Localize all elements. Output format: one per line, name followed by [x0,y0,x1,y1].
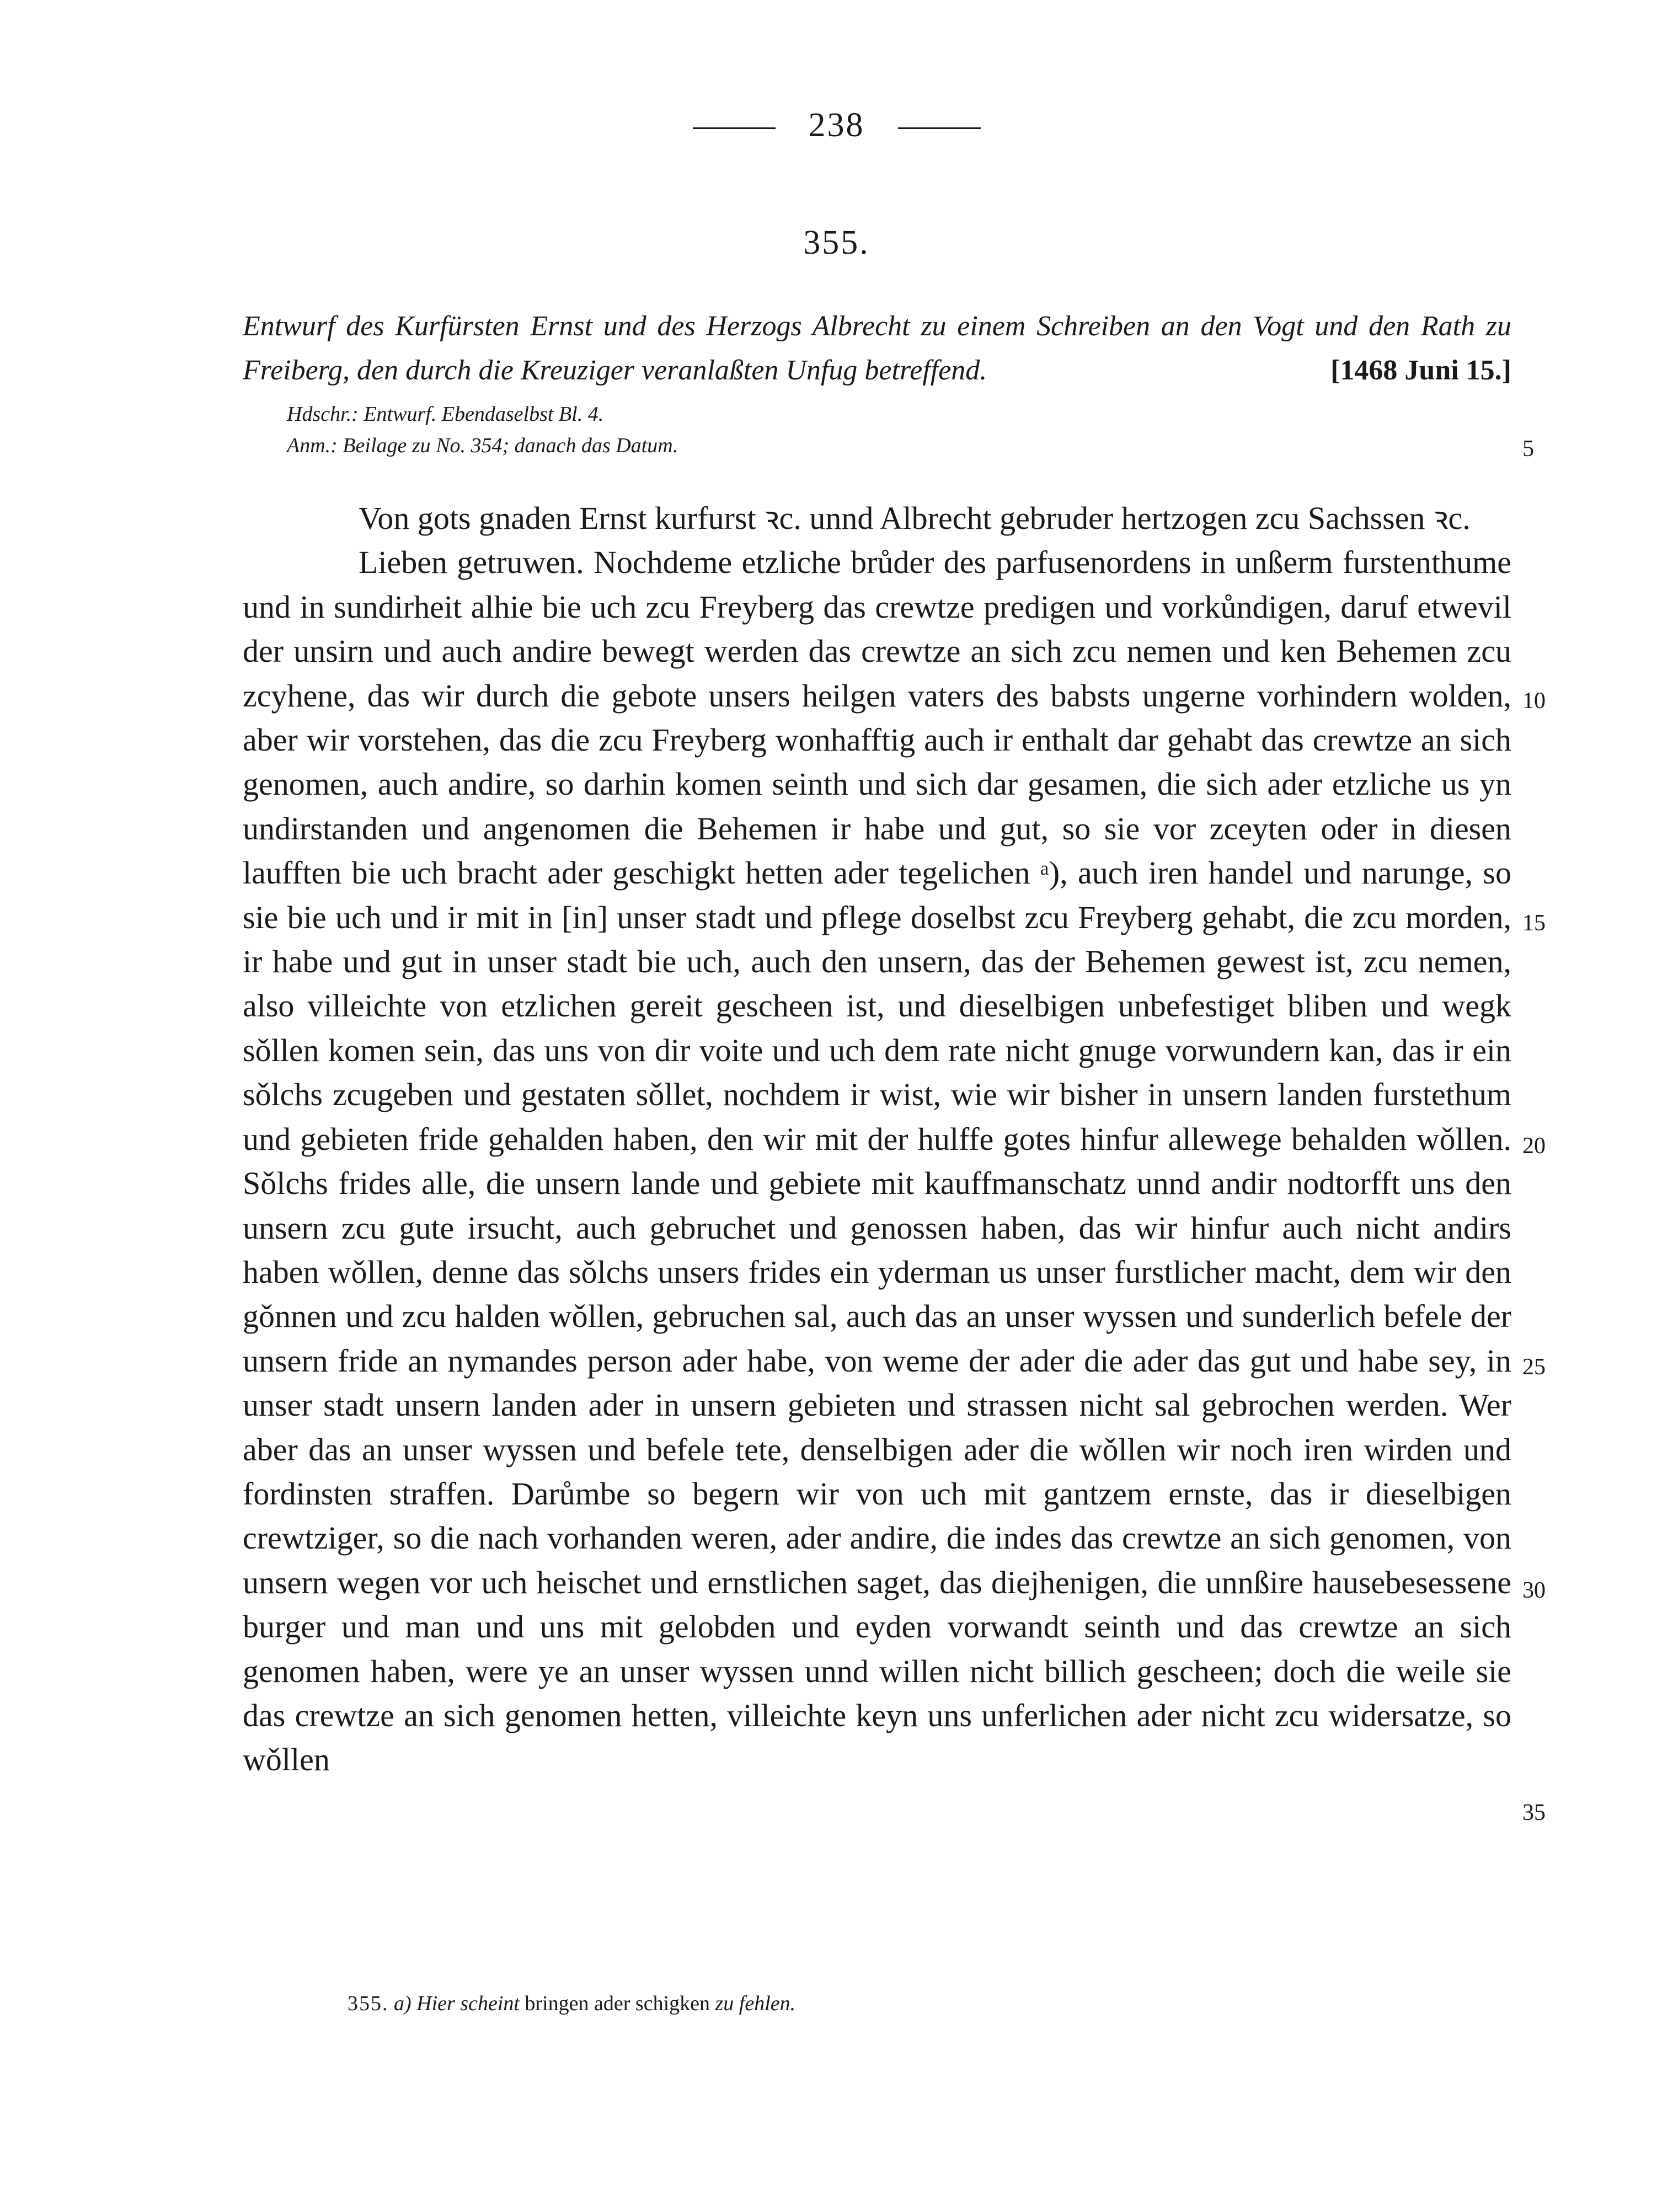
line-number-10: 10 [1522,688,1546,714]
salutation-paragraph: Von gots gnaden Ernst kurfurst ꝛc. unnd Albrecht gebruder hertzogen zcu Sachssen ꝛc. [359,500,1471,536]
footnote-plain: bringen ader schigken [525,1992,710,2015]
header-rule-right [898,127,981,129]
footnote-italic-2: zu fehlen. [715,1992,796,2015]
title-text: Entwurf des Kurfürsten Ernst und des Herzogs Albrecht zu einem Schreiben an den Vogt und den Rath zu Freiberg, den durch die Kreuziger veranlaßten Unfug betreffend. [243,310,1511,386]
annotation-note: Anm.: Beilage zu No. 354; danach das Datum. [287,434,678,457]
line-number-30: 30 [1522,1578,1546,1603]
footnote-marker: a) [394,1992,411,2015]
footnote [348,1990,795,2017]
line-number-25: 25 [1522,1354,1546,1380]
title-date: [1468 Juni 15.] [1330,355,1511,386]
document-body [243,496,1511,1782]
line-number-15: 15 [1522,910,1546,936]
document-number: 355. [803,224,870,261]
header-rule-left [693,127,776,129]
document-title [243,304,1511,393]
footnote-number: 355. [348,1992,389,2015]
manuscript-note: Hdschr.: Entwurf. Ebendaselbst Bl. 4. [287,403,604,426]
footnote-italic-1: Hier scheint [416,1992,520,2015]
page-number: 238 [808,106,865,144]
main-paragraph: Lieben getruwen. Nochdeme etzliche brůder des parfusenordens in unßerm furstenthume und in sundirheit alhie bie uch zcu Freyberg das crewtze predigen und vorkůndigen, daruf etwevil der unsirn und auch andire bewegt werden das crewtze an sich zcu nemen und ken Behemen zcu zcyhene, das wir durch die gebote unsers heilgen vaters des babsts ungerne vorhindern wolden, aber wir vorstehen, das die zcu Freyberg wonhafftig auch ir enthalt dar gehabt das crewtze an sich genomen, auch andire, so darhin komen seinth und sich dar gesamen, die sich ader etzliche us yn undirstanden und angenomen die Behemen ir habe und gut, so sie vor zceyten oder in diesen laufften bie uch bracht ader geschigkt hetten ader tegelichen ᵃ), auch iren handel und narunge, so sie bie uch und ir mit in [in] unser stadt und pflege doselbst zcu Freyberg gehabt, die zcu morden, ir habe und gut in unser stadt bie uch, auch den unsern, das der Behemen gewest ist, zcu nemen, also villeichte von etzlichen gereit gescheen ist, und dieselbigen unbefestiget bliben und wegk sǒllen komen sein, das uns von dir voite und uch dem rate nicht gnuge vorwundern kan, das ir ein sǒlchs zcugeben und gestaten sǒllet, nochdem ir wist, wie wir bisher in unsern landen furstethum und gebieten fride gehalden haben, den wir mit der hulffe gotes hinfur allewege behalden wǒllen. Sǒlchs frides alle, die unsern lande und gebiete mit kauffmanschatz unnd andir nodtorfft uns den unsern zcu gute irsucht, auch gebruchet und genossen haben, das wir hinfur auch nicht andirs haben wǒllen, denne das sǒlchs unsers frides ein yderman us unser furstlicher macht, dem wir den gǒnnen und zcu halden wǒllen, gebruchen sal, auch das an unser wyssen und sunderlich befele der unsern fride an nymandes person ader habe, von weme der ader die ader das gut und habe sey, in unser stadt unsern landen ader in unsern gebieten und strassen nicht sal gebrochen werden. Wer aber das an unser wyssen und befele tete, denselbigen ader die wǒllen wir noch iren wirden und fordinsten straffen. Darůmbe so begern wir von uch mit gantzem ernste, das ir dieselbigen crewtziger, so die nach vorhanden weren, ader andire, die indes das crewtze an sich genomen, von unsern wegen vor uch heischet und ernstlichen saget, das diejhenigen, die unnßire hausebesessene burger und man und uns mit gelobden und eyden vorwandt seinth und das crewtze an sich genomen haben, were ye an unser wyssen unnd willen nicht billich gescheen; doch die weile sie das crewtze an sich genomen hetten, villeichte keyn uns unferlichen ader nicht zcu widersatze, so wǒllen [243,544,1511,1778]
line-number-5: 5 [1522,436,1534,462]
line-number-20: 20 [1522,1133,1546,1159]
page-header [0,106,1673,145]
line-number-35: 35 [1522,1800,1546,1825]
